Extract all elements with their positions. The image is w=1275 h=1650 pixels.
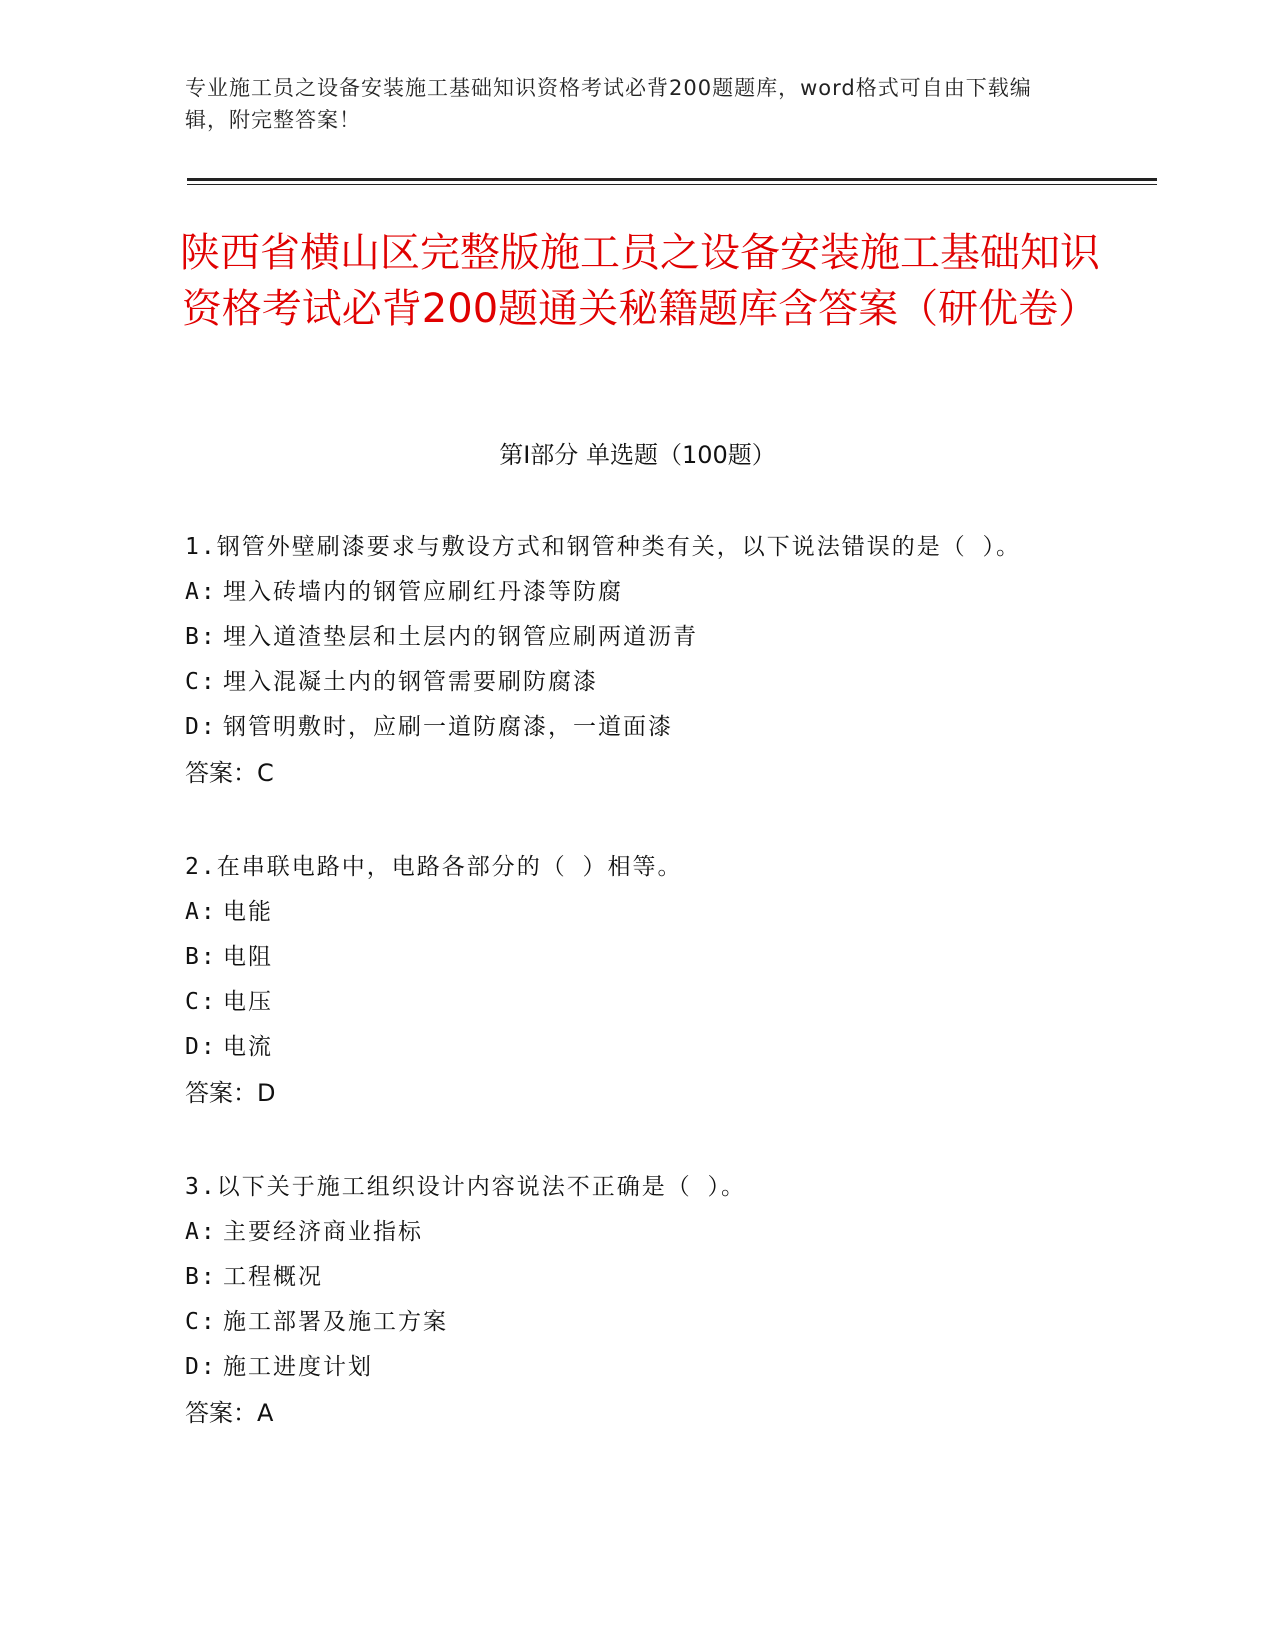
option-text: 工程概况 [223,1264,323,1290]
question-item [185,1164,1085,1436]
option-letter: C: [185,1309,217,1335]
answer-line [185,1070,1085,1116]
option-letter: B: [185,624,217,650]
option-text: 埋入砖墙内的钢管应刷红丹漆等防腐 [223,579,623,605]
option-letter: D: [185,1034,217,1060]
answer-value: A [257,1399,274,1427]
option-letter: A: [185,579,217,605]
option-text: 电流 [223,1034,273,1060]
answer-line [185,750,1085,796]
option-b [185,615,1085,660]
header-rule-thin [187,184,1157,185]
option-c [185,660,1085,705]
option-text: 施工部署及施工方案 [223,1309,448,1335]
option-text: 埋入道渣垫层和土层内的钢管应刷两道沥青 [223,624,698,650]
option-a [185,890,1085,935]
option-letter: B: [185,1264,217,1290]
option-b [185,935,1085,980]
option-a [185,1210,1085,1255]
question-list [185,524,1085,1484]
option-letter: C: [185,989,217,1015]
option-text: 钢管明敷时，应刷一道防腐漆，一道面漆 [223,714,673,740]
answer-line [185,1390,1085,1436]
option-letter: D: [185,1354,217,1380]
option-letter: A: [185,899,217,925]
question-stem: 2.在串联电路中，电路各部分的（ ）相等。 [185,854,683,880]
option-text: 施工进度计划 [223,1354,373,1380]
section-title: 第Ⅰ部分 单选题（100题） [499,441,776,469]
option-c [185,1300,1085,1345]
option-d [185,1025,1085,1070]
question-stem: 1.钢管外壁刷漆要求与敷设方式和钢管种类有关，以下说法错误的是（ ）。 [185,534,1022,560]
answer-prefix: 答案： [185,1399,257,1427]
option-text: 电压 [223,989,273,1015]
header-rule-thick [187,178,1157,181]
option-letter: B: [185,944,217,970]
option-d [185,705,1085,750]
question-item [185,524,1085,796]
option-letter: D: [185,714,217,740]
answer-value: C [257,759,274,787]
option-text: 主要经济商业指标 [223,1219,423,1245]
option-text: 电阻 [223,944,273,970]
answer-prefix: 答案： [185,759,257,787]
document-title: 陕西省横山区完整版施工员之设备安装施工基础知识资格考试必背200题通关秘籍题库含答案（研优卷） [180,230,1100,332]
option-a [185,570,1085,615]
question-item [185,844,1085,1116]
option-b [185,1255,1085,1300]
option-c [185,980,1085,1025]
option-text: 埋入混凝土内的钢管需要刷防腐漆 [223,669,598,695]
option-letter: C: [185,669,217,695]
answer-value: D [257,1079,276,1107]
header-note: 专业施工员之设备安装施工基础知识资格考试必背200题题库，word格式可自由下载编辑，附完整答案！ [185,76,1032,132]
question-stem: 3.以下关于施工组织设计内容说法不正确是（ ）。 [185,1174,747,1200]
option-d [185,1345,1085,1390]
option-letter: A: [185,1219,217,1245]
option-text: 电能 [223,899,273,925]
answer-prefix: 答案： [185,1079,257,1107]
